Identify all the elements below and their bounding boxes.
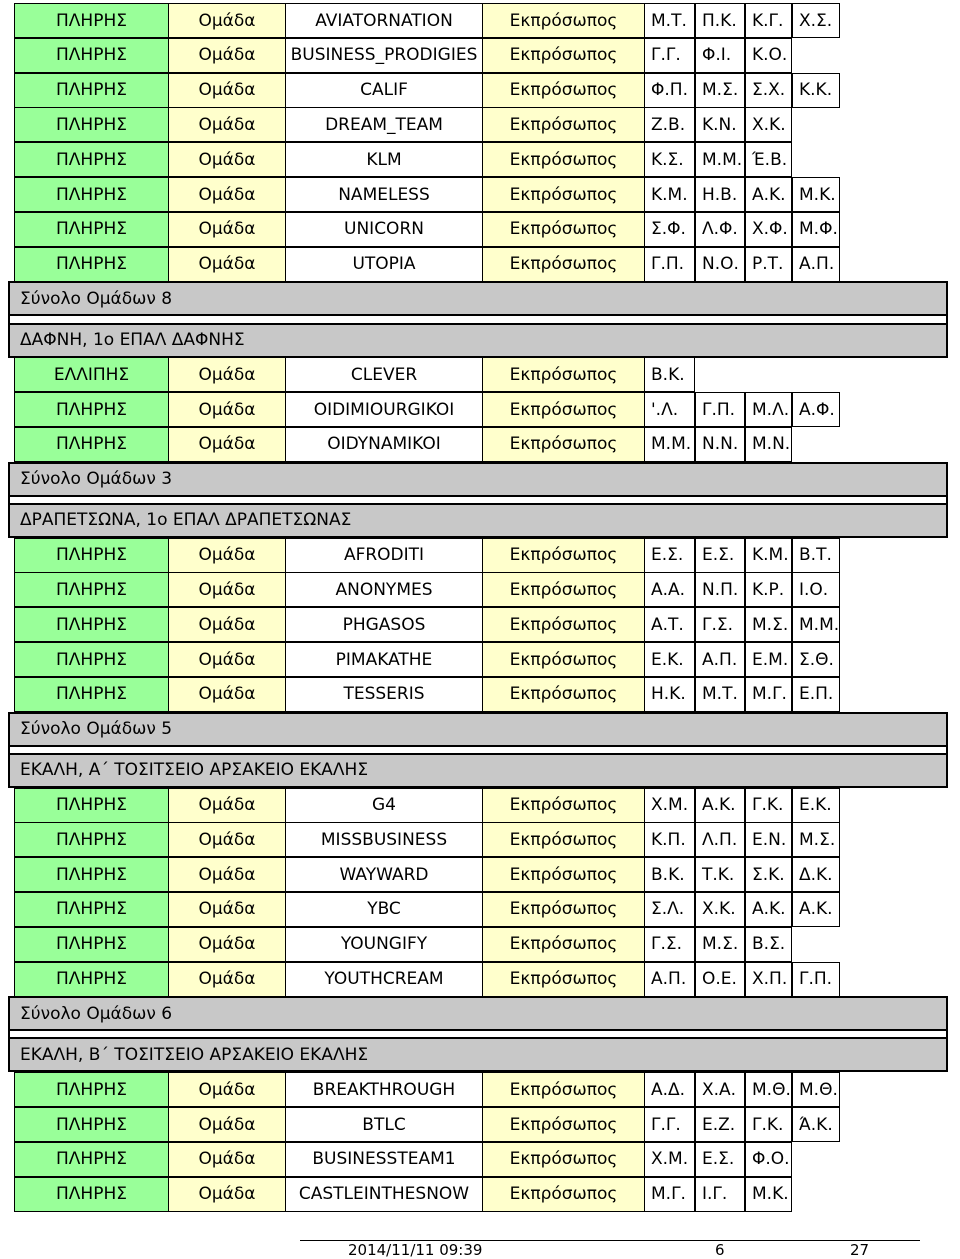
representative-label-cell: Εκπρόσωπος — [483, 788, 644, 823]
member-initials-cell: Σ.Χ. — [745, 73, 792, 108]
team-label-cell: Ομάδα — [169, 1072, 285, 1107]
team-name-cell: YBC — [285, 892, 483, 927]
team-label-cell: Ομάδα — [169, 1177, 285, 1212]
member-initials-cell: Α.Α. — [644, 572, 695, 607]
status-cell: ΠΛΗΡΗΣ — [14, 538, 169, 573]
status-cell: ΠΛΗΡΗΣ — [14, 642, 169, 677]
member-initials-cell: Ι.Ο. — [792, 572, 840, 607]
member-initials-cell: Κ.Μ. — [644, 177, 695, 212]
team-label-cell: Ομάδα — [169, 73, 285, 108]
team-name-cell: CALIF — [285, 73, 483, 108]
representative-label-cell: Εκπρόσωπος — [483, 142, 644, 177]
member-initials-cell: Γ.Σ. — [695, 607, 745, 642]
representative-label-cell: Εκπρόσωπος — [483, 212, 644, 247]
team-label-cell: Ομάδα — [169, 607, 285, 642]
member-initials-cell: Κ.Ο. — [745, 38, 792, 73]
member-initials-cell: Κ.Σ. — [644, 142, 695, 177]
representative-label-cell: Εκπρόσωπος — [483, 572, 644, 607]
member-initials-cell: Β.Τ. — [792, 538, 840, 573]
status-cell: ΠΛΗΡΗΣ — [14, 822, 169, 857]
team-name-cell: UTOPIA — [285, 247, 483, 282]
team-name-cell: ANONYMES — [285, 572, 483, 607]
status-cell: ΠΛΗΡΗΣ — [14, 1142, 169, 1177]
member-initials-cell: Μ.Λ. — [745, 392, 792, 427]
member-initials-cell: Κ.Ρ. — [745, 572, 792, 607]
team-name-cell: BUSINESSTEAM1 — [285, 1142, 483, 1177]
status-cell: ΠΛΗΡΗΣ — [14, 857, 169, 892]
representative-label-cell: Εκπρόσωπος — [483, 927, 644, 962]
team-count-summary: Σύνολο Ομάδων 3 — [8, 462, 948, 497]
representative-label-cell: Εκπρόσωπος — [483, 247, 644, 282]
representative-label-cell: Εκπρόσωπος — [483, 427, 644, 462]
status-cell: ΕΛΛΙΠΗΣ — [14, 357, 169, 392]
member-initials-cell: Β.Σ. — [745, 927, 792, 962]
member-initials-cell: Λ.Π. — [695, 822, 745, 857]
status-cell: ΠΛΗΡΗΣ — [14, 927, 169, 962]
member-initials-cell: Ε.Ζ. — [695, 1107, 745, 1142]
status-cell: ΠΛΗΡΗΣ — [14, 3, 169, 38]
member-initials-cell: Η.Β. — [695, 177, 745, 212]
member-initials-cell: Χ.Π. — [745, 962, 792, 997]
representative-label-cell: Εκπρόσωπος — [483, 962, 644, 997]
representative-label-cell: Εκπρόσωπος — [483, 357, 644, 392]
member-initials-cell: Κ.Π. — [644, 822, 695, 857]
team-label-cell: Ομάδα — [169, 142, 285, 177]
member-initials-cell: Μ.Γ. — [745, 677, 792, 712]
member-initials-cell: Α.Π. — [792, 247, 840, 282]
team-label-cell: Ομάδα — [169, 392, 285, 427]
member-initials-cell: Π.Κ. — [695, 3, 745, 38]
team-name-cell: OIDYNAMIKOI — [285, 427, 483, 462]
member-initials-cell: Χ.Κ. — [745, 107, 792, 142]
member-initials-cell: Μ.Φ. — [792, 212, 840, 247]
member-initials-cell: Γ.Γ. — [644, 1107, 695, 1142]
member-initials-cell: Χ.Μ. — [644, 1142, 695, 1177]
member-initials-cell: Μ.Θ. — [745, 1072, 792, 1107]
member-initials-cell: Α.Τ. — [644, 607, 695, 642]
team-name-cell: CLEVER — [285, 357, 483, 392]
member-initials-cell: Α.Κ. — [745, 177, 792, 212]
team-label-cell: Ομάδα — [169, 357, 285, 392]
member-initials-cell: Γ.Κ. — [745, 1107, 792, 1142]
member-initials-cell: Χ.Κ. — [695, 892, 745, 927]
member-initials-cell: Ε.Ν. — [745, 822, 792, 857]
member-initials-cell: Μ.Σ. — [745, 607, 792, 642]
member-initials-cell: Γ.Π. — [644, 247, 695, 282]
status-cell: ΠΛΗΡΗΣ — [14, 177, 169, 212]
team-name-cell: AVIATORNATION — [285, 3, 483, 38]
member-initials-cell: Ε.Σ. — [695, 538, 745, 573]
member-initials-cell: Ε.Κ. — [644, 642, 695, 677]
member-initials-cell: Ο.Ε. — [695, 962, 745, 997]
team-label-cell: Ομάδα — [169, 107, 285, 142]
representative-label-cell: Εκπρόσωπος — [483, 73, 644, 108]
school-header: ΔΑΦΝΗ, 1ο ΕΠΑΛ ΔΑΦΝΗΣ — [8, 323, 948, 358]
status-cell: ΠΛΗΡΗΣ — [14, 38, 169, 73]
school-header: ΕΚΑΛΗ, Β΄ ΤΟΣΙΤΣΕΙΟ ΑΡΣΑΚΕΙΟ ΕΚΑΛΗΣ — [8, 1037, 948, 1072]
member-initials-cell: Σ.Θ. — [792, 642, 840, 677]
team-label-cell: Ομάδα — [169, 927, 285, 962]
team-label-cell: Ομάδα — [169, 788, 285, 823]
school-header: ΔΡΑΠΕΤΣΩΝΑ, 1ο ΕΠΑΛ ΔΡΑΠΕΤΣΩΝΑΣ — [8, 503, 948, 538]
representative-label-cell: Εκπρόσωπος — [483, 822, 644, 857]
member-initials-cell: Μ.Ν. — [745, 427, 792, 462]
member-initials-cell: Μ.Γ. — [644, 1177, 695, 1212]
member-initials-cell: Μ.Σ. — [695, 73, 745, 108]
team-label-cell: Ομάδα — [169, 1107, 285, 1142]
footer-page-number: 6 — [715, 1241, 725, 1259]
team-label-cell: Ομάδα — [169, 857, 285, 892]
representative-label-cell: Εκπρόσωπος — [483, 892, 644, 927]
member-initials-cell: Φ.Ο. — [745, 1142, 792, 1177]
team-name-cell: PIMAKATHE — [285, 642, 483, 677]
team-name-cell: DREAM_TEAM — [285, 107, 483, 142]
member-initials-cell: Χ.Μ. — [644, 788, 695, 823]
footer-total-pages: 27 — [850, 1241, 870, 1259]
status-cell: ΠΛΗΡΗΣ — [14, 1177, 169, 1212]
status-cell: ΠΛΗΡΗΣ — [14, 212, 169, 247]
team-name-cell: G4 — [285, 788, 483, 823]
member-initials-cell: Χ.Α. — [695, 1072, 745, 1107]
team-name-cell: KLM — [285, 142, 483, 177]
member-initials-cell: Μ.Σ. — [792, 822, 840, 857]
member-initials-cell: Ι.Γ. — [695, 1177, 745, 1212]
representative-label-cell: Εκπρόσωπος — [483, 857, 644, 892]
team-name-cell: YOUTHCREAM — [285, 962, 483, 997]
member-initials-cell: Ρ.Τ. — [745, 247, 792, 282]
member-initials-cell: Β.Κ. — [644, 357, 695, 392]
team-name-cell: OIDIMIOURGIKOI — [285, 392, 483, 427]
member-initials-cell: Μ.Μ. — [695, 142, 745, 177]
team-label-cell: Ομάδα — [169, 962, 285, 997]
member-initials-cell: Κ.Κ. — [792, 73, 840, 108]
representative-label-cell: Εκπρόσωπος — [483, 1072, 644, 1107]
member-initials-cell: Ν.Ο. — [695, 247, 745, 282]
representative-label-cell: Εκπρόσωπος — [483, 177, 644, 212]
team-label-cell: Ομάδα — [169, 892, 285, 927]
member-initials-cell: Φ.Ι. — [695, 38, 745, 73]
member-initials-cell: Ε.Κ. — [792, 788, 840, 823]
member-initials-cell: Κ.Γ. — [745, 3, 792, 38]
footer-timestamp: 2014/11/11 09:39 — [348, 1241, 483, 1259]
team-name-cell: TESSERIS — [285, 677, 483, 712]
status-cell: ΠΛΗΡΗΣ — [14, 107, 169, 142]
member-initials-cell: Μ.Τ. — [644, 3, 695, 38]
member-initials-cell: Μ.Σ. — [695, 927, 745, 962]
team-name-cell: AFRODITI — [285, 538, 483, 573]
member-initials-cell: Μ.Μ. — [644, 427, 695, 462]
member-initials-cell: Ε.Σ. — [695, 1142, 745, 1177]
team-name-cell: UNICORN — [285, 212, 483, 247]
representative-label-cell: Εκπρόσωπος — [483, 392, 644, 427]
member-initials-cell: Γ.Γ. — [644, 38, 695, 73]
team-label-cell: Ομάδα — [169, 677, 285, 712]
representative-label-cell: Εκπρόσωπος — [483, 1142, 644, 1177]
member-initials-cell: Γ.Π. — [792, 962, 840, 997]
member-initials-cell: Έ.Β. — [745, 142, 792, 177]
member-initials-cell: Ε.Μ. — [745, 642, 792, 677]
team-name-cell: NAMELESS — [285, 177, 483, 212]
member-initials-cell: Γ.Σ. — [644, 927, 695, 962]
member-initials-cell: Μ.Κ. — [792, 177, 840, 212]
member-initials-cell: Μ.Μ. — [792, 607, 840, 642]
member-initials-cell: Ά.Κ. — [792, 1107, 840, 1142]
team-name-cell: PHGASOS — [285, 607, 483, 642]
team-name-cell: CASTLEINTHESNOW — [285, 1177, 483, 1212]
team-name-cell: BUSINESS_PRODIGIES — [285, 38, 483, 73]
team-count-summary: Σύνολο Ομάδων 6 — [8, 996, 948, 1031]
member-initials-cell: Δ.Κ. — [792, 857, 840, 892]
member-initials-cell: Ζ.Β. — [644, 107, 695, 142]
member-initials-cell: Ν.Π. — [695, 572, 745, 607]
status-cell: ΠΛΗΡΗΣ — [14, 962, 169, 997]
member-initials-cell: Φ.Π. — [644, 73, 695, 108]
member-initials-cell: Μ.Θ. — [792, 1072, 840, 1107]
team-label-cell: Ομάδα — [169, 177, 285, 212]
team-label-cell: Ομάδα — [169, 247, 285, 282]
representative-label-cell: Εκπρόσωπος — [483, 538, 644, 573]
representative-label-cell: Εκπρόσωπος — [483, 642, 644, 677]
representative-label-cell: Εκπρόσωπος — [483, 1107, 644, 1142]
member-initials-cell: Ν.Ν. — [695, 427, 745, 462]
member-initials-cell: Μ.Κ. — [745, 1177, 792, 1212]
member-initials-cell: Λ.Φ. — [695, 212, 745, 247]
member-initials-cell: Α.Κ. — [792, 892, 840, 927]
representative-label-cell: Εκπρόσωπος — [483, 607, 644, 642]
status-cell: ΠΛΗΡΗΣ — [14, 247, 169, 282]
member-initials-cell: Ε.Σ. — [644, 538, 695, 573]
team-label-cell: Ομάδα — [169, 3, 285, 38]
status-cell: ΠΛΗΡΗΣ — [14, 427, 169, 462]
representative-label-cell: Εκπρόσωπος — [483, 107, 644, 142]
status-cell: ΠΛΗΡΗΣ — [14, 788, 169, 823]
member-initials-cell: Η.Κ. — [644, 677, 695, 712]
status-cell: ΠΛΗΡΗΣ — [14, 1072, 169, 1107]
team-label-cell: Ομάδα — [169, 572, 285, 607]
team-label-cell: Ομάδα — [169, 427, 285, 462]
team-label-cell: Ομάδα — [169, 212, 285, 247]
team-count-summary: Σύνολο Ομάδων 8 — [8, 281, 948, 316]
member-initials-cell: Α.Κ. — [695, 788, 745, 823]
representative-label-cell: Εκπρόσωπος — [483, 38, 644, 73]
member-initials-cell: Σ.Λ. — [644, 892, 695, 927]
status-cell: ΠΛΗΡΗΣ — [14, 1107, 169, 1142]
team-label-cell: Ομάδα — [169, 822, 285, 857]
status-cell: ΠΛΗΡΗΣ — [14, 142, 169, 177]
team-label-cell: Ομάδα — [169, 38, 285, 73]
status-cell: ΠΛΗΡΗΣ — [14, 677, 169, 712]
member-initials-cell: Α.Π. — [644, 962, 695, 997]
team-name-cell: BTLC — [285, 1107, 483, 1142]
team-name-cell: MISSBUSINESS — [285, 822, 483, 857]
page-footer — [300, 1240, 920, 1258]
team-label-cell: Ομάδα — [169, 1142, 285, 1177]
status-cell: ΠΛΗΡΗΣ — [14, 607, 169, 642]
team-name-cell: BREAKTHROUGH — [285, 1072, 483, 1107]
status-cell: ΠΛΗΡΗΣ — [14, 572, 169, 607]
member-initials-cell: Β.Κ. — [644, 857, 695, 892]
status-cell: ΠΛΗΡΗΣ — [14, 892, 169, 927]
member-initials-cell: Σ.Φ. — [644, 212, 695, 247]
member-initials-cell: Ε.Π. — [792, 677, 840, 712]
member-initials-cell: Σ.Κ. — [745, 857, 792, 892]
member-initials-cell: Α.Φ. — [792, 392, 840, 427]
member-initials-cell: '.Λ. — [644, 392, 695, 427]
member-initials-cell: Μ.Τ. — [695, 677, 745, 712]
member-initials-cell: Τ.Κ. — [695, 857, 745, 892]
team-label-cell: Ομάδα — [169, 538, 285, 573]
member-initials-cell: Χ.Φ. — [745, 212, 792, 247]
representative-label-cell: Εκπρόσωπος — [483, 677, 644, 712]
status-cell: ΠΛΗΡΗΣ — [14, 73, 169, 108]
member-initials-cell: Κ.Μ. — [745, 538, 792, 573]
team-label-cell: Ομάδα — [169, 642, 285, 677]
team-name-cell: YOUNGIFY — [285, 927, 483, 962]
school-header: ΕΚΑΛΗ, Α΄ ΤΟΣΙΤΣΕΙΟ ΑΡΣΑΚΕΙΟ ΕΚΑΛΗΣ — [8, 753, 948, 788]
representative-label-cell: Εκπρόσωπος — [483, 3, 644, 38]
member-initials-cell: Α.Δ. — [644, 1072, 695, 1107]
member-initials-cell: Α.Κ. — [745, 892, 792, 927]
member-initials-cell: Γ.Κ. — [745, 788, 792, 823]
team-name-cell: WAYWARD — [285, 857, 483, 892]
member-initials-cell: Γ.Π. — [695, 392, 745, 427]
representative-label-cell: Εκπρόσωπος — [483, 1177, 644, 1212]
member-initials-cell: Χ.Σ. — [792, 3, 840, 38]
member-initials-cell: Κ.Ν. — [695, 107, 745, 142]
member-initials-cell: Α.Π. — [695, 642, 745, 677]
team-count-summary: Σύνολο Ομάδων 5 — [8, 712, 948, 747]
status-cell: ΠΛΗΡΗΣ — [14, 392, 169, 427]
